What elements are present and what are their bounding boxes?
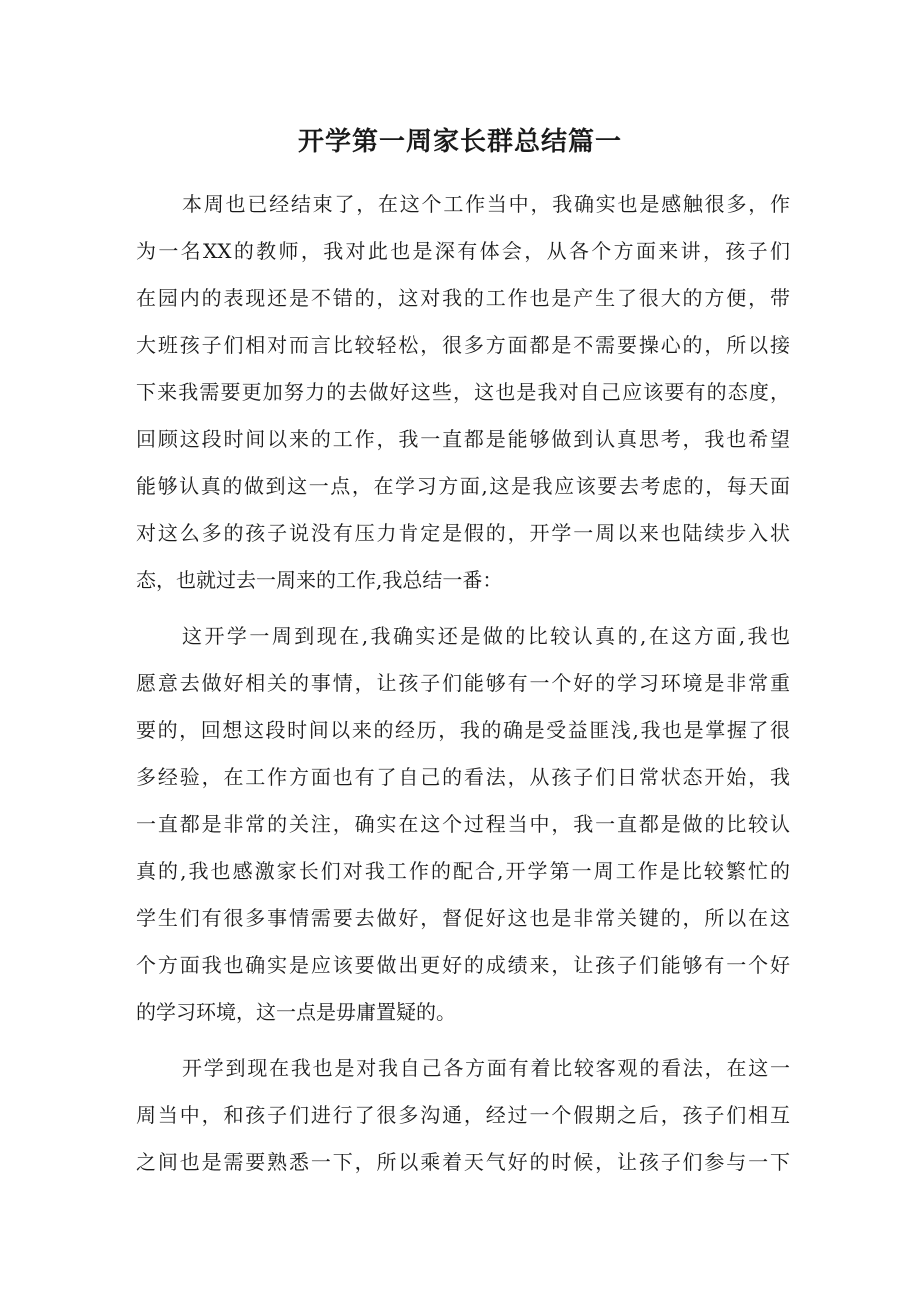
paragraph-line: 回顾这段时间以来的工作，我一直都是能够做到认真思考，我也希望 xyxy=(136,427,790,451)
paragraph-line: 这开学一周到现在,我确实还是做的比较认真的,在这方面,我也 xyxy=(182,624,790,648)
paragraph-line: 为一名XX的教师，我对此也是深有体会，从各个方面来讲，孩子们 xyxy=(136,239,790,263)
paragraph-line: 之间也是需要熟悉一下，所以乘着天气好的时候，让孩子们参与一下 xyxy=(136,1150,790,1174)
paragraph-line: 愿意去做好相关的事情，让孩子们能够有一个好的学习环境是非常重 xyxy=(136,671,790,695)
paragraph-line: 下来我需要更加努力的去做好这些，这也是我对自己应该要有的态度， xyxy=(136,380,790,404)
paragraph-line: 本周也已经结束了，在这个工作当中，我确实也是感触很多，作 xyxy=(182,192,790,216)
paragraph-line: 个方面我也确实是应该要做出更好的成绩来，让孩子们能够有一个好 xyxy=(136,953,790,977)
paragraph-line: 学生们有很多事情需要去做好，督促好这也是非常关键的，所以在这 xyxy=(136,906,790,930)
paragraph-line: 对这么多的孩子说没有压力肯定是假的，开学一周以来也陆续步入状 xyxy=(136,521,790,545)
paragraph-line: 一直都是非常的关注，确实在这个过程当中，我一直都是做的比较认 xyxy=(136,812,790,836)
document-title: 开学第一周家长群总结篇一 xyxy=(297,127,622,157)
paragraph-line: 在园内的表现还是不错的，这对我的工作也是产生了很大的方便，带 xyxy=(136,286,790,310)
paragraph-line: 态，也就过去一周来的工作,我总结一番： xyxy=(136,568,503,592)
paragraph-line: 周当中，和孩子们进行了很多沟通，经过一个假期之后，孩子们相互 xyxy=(136,1103,790,1127)
paragraph-line: 大班孩子们相对而言比较轻松，很多方面都是不需要操心的，所以接 xyxy=(136,333,790,357)
paragraph-line: 能够认真的做到这一点，在学习方面,这是我应该要去考虑的，每天面 xyxy=(136,474,790,498)
paragraph-line: 要的，回想这段时间以来的经历，我的确是受益匪浅,我也是掌握了很 xyxy=(136,718,790,742)
paragraph-line: 真的,我也感激家长们对我工作的配合,开学第一周工作是比较繁忙的 xyxy=(136,859,790,883)
paragraph-line: 的学习环境，这一点是毋庸置疑的。 xyxy=(136,1000,456,1024)
paragraph-line: 开学到现在我也是对我自己各方面有着比较客观的看法，在这一 xyxy=(182,1056,790,1080)
paragraph-line: 多经验，在工作方面也有了自己的看法，从孩子们日常状态开始，我 xyxy=(136,765,790,789)
